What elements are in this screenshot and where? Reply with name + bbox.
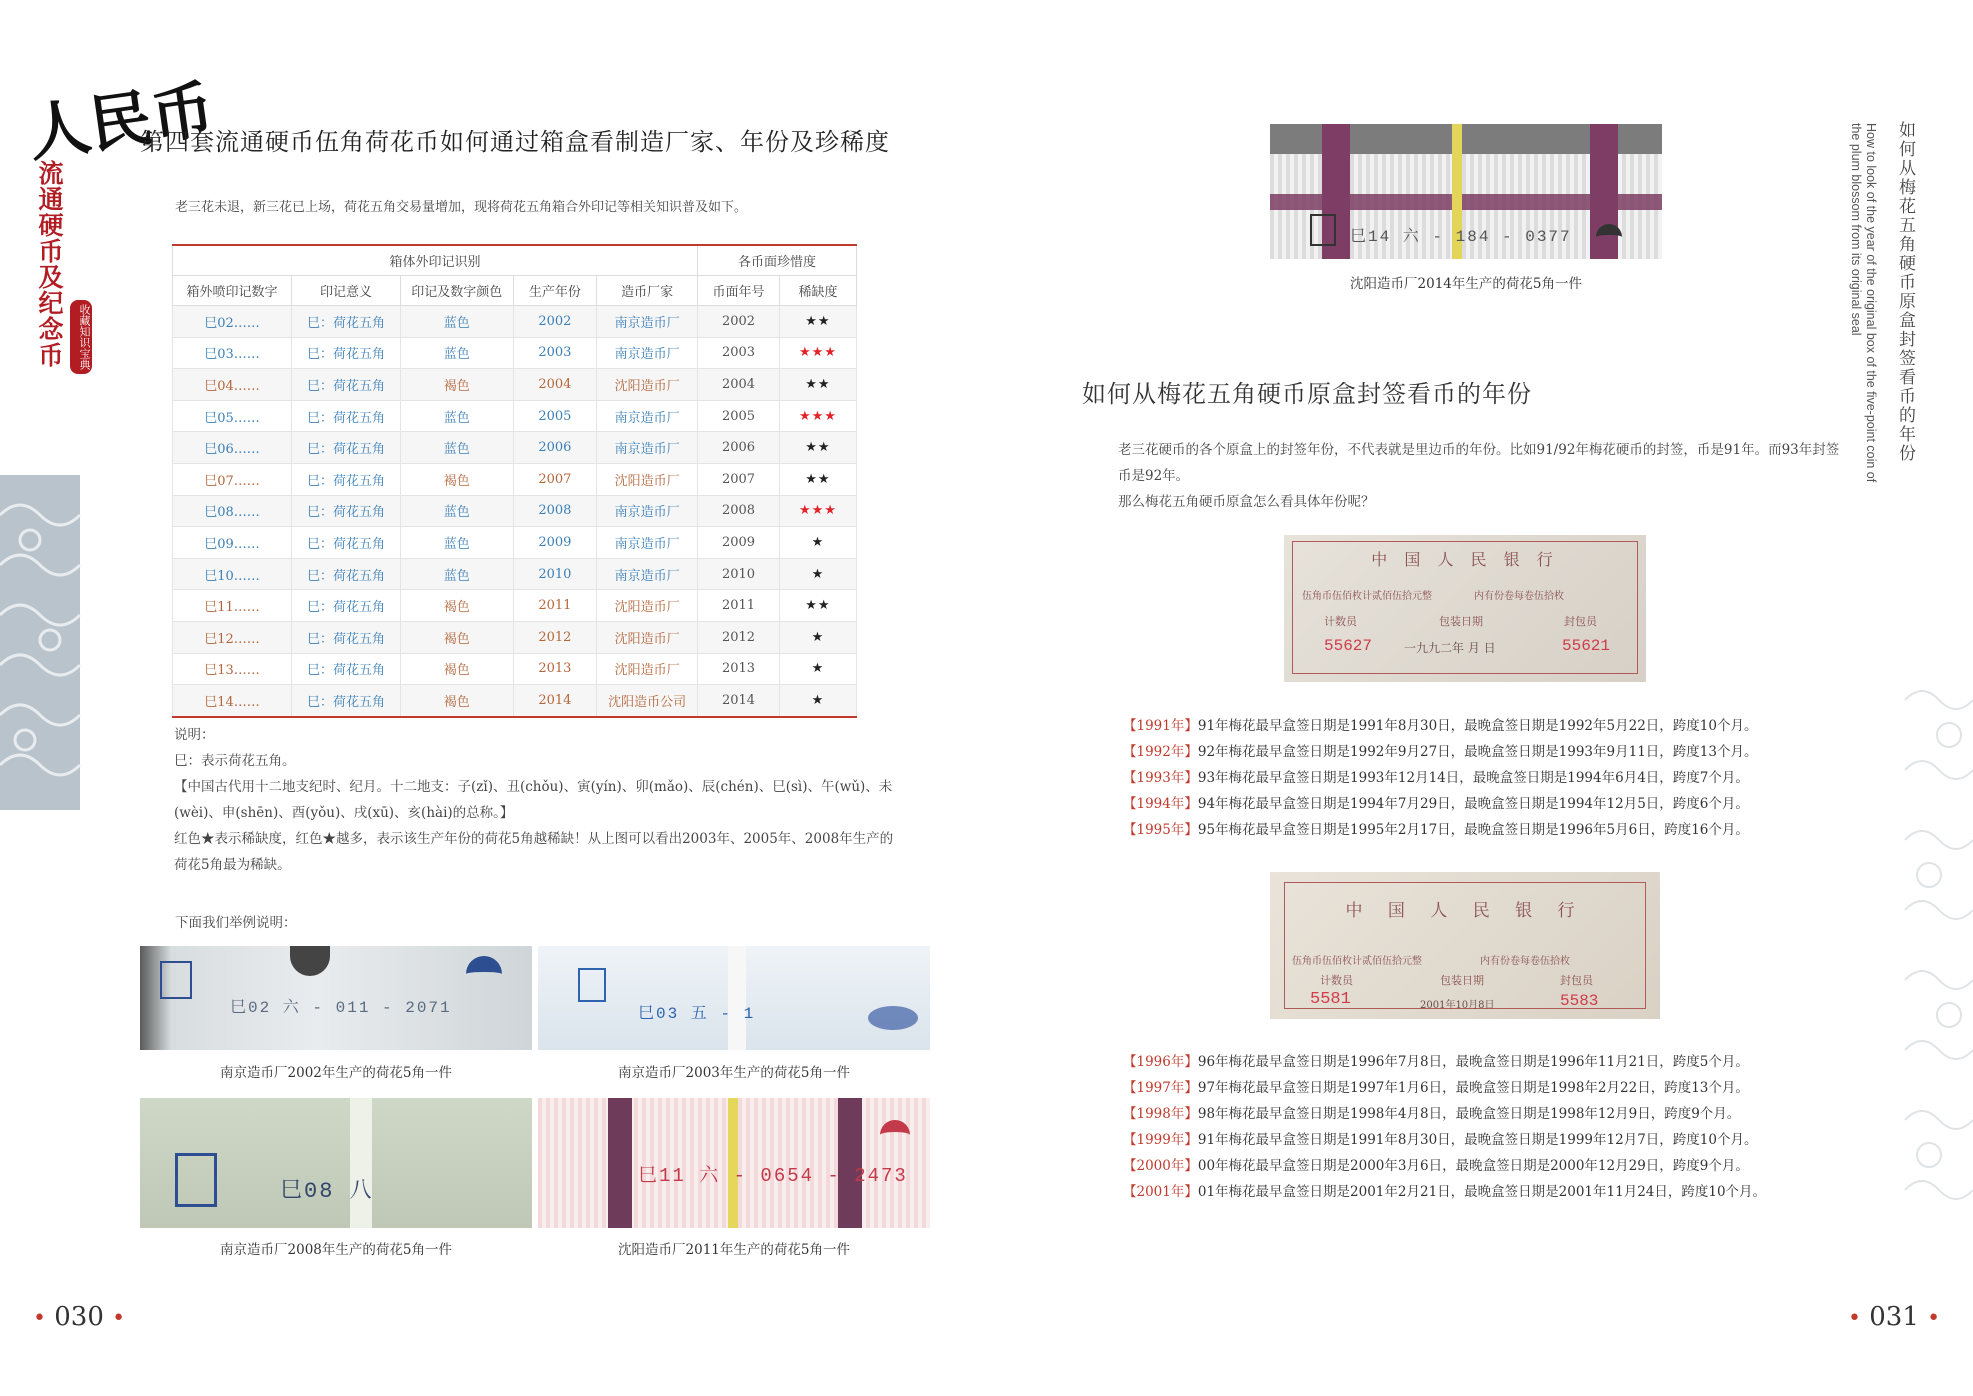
col-header-color: 印记及数字颜色 bbox=[401, 276, 514, 306]
year-tag: 【1994年】 bbox=[1123, 796, 1198, 812]
seal-row-text: 伍角币伍佰枚计贰佰伍拾元整 bbox=[1302, 591, 1432, 602]
seal-bank-name: 中 国 人 民 银 行 bbox=[1371, 550, 1559, 569]
seal-row-text: 内有份卷每卷伍拾枚 bbox=[1474, 591, 1564, 602]
cell-rarity: ★ bbox=[779, 558, 856, 590]
box-photo-2003 bbox=[538, 946, 930, 1050]
cell-mint: 沈阳造币厂 bbox=[597, 590, 698, 622]
year-entry bbox=[1123, 713, 1757, 739]
cell-color: 蓝色 bbox=[401, 337, 514, 369]
cell-code: 巳03…… bbox=[173, 337, 292, 369]
year-text: 91年梅花最早盒签日期是1991年8月30日，最晚盒签日期是1999年12月7日，跨度10个月。 bbox=[1197, 1132, 1758, 1148]
cell-meaning: 巳：荷花五角 bbox=[292, 400, 401, 432]
cell-code: 巳10…… bbox=[173, 558, 292, 590]
cell-color: 褐色 bbox=[401, 369, 514, 401]
table-row bbox=[173, 558, 857, 590]
cell-color: 褐色 bbox=[401, 653, 514, 685]
cell-year: 2004 bbox=[513, 369, 597, 401]
cell-coin-year: 2006 bbox=[698, 432, 780, 464]
year-tag: 【2000年】 bbox=[1123, 1158, 1198, 1174]
seal-label-photo-1992 bbox=[1284, 535, 1646, 682]
page-number-right: • 031 • bbox=[1848, 1302, 1941, 1332]
cell-meaning: 巳：荷花五角 bbox=[292, 558, 401, 590]
seal-head-counter: 计数员 bbox=[1320, 974, 1353, 987]
cell-mint: 沈阳造币厂 bbox=[597, 653, 698, 685]
box-mark-text: 巳08 八 bbox=[280, 1179, 374, 1204]
cell-coin-year: 2011 bbox=[698, 590, 780, 622]
brand-calligraphy: 人民币 bbox=[23, 72, 219, 171]
umbrella-icon bbox=[880, 1120, 910, 1156]
explanation-block bbox=[1082, 437, 1842, 515]
cell-color: 蓝色 bbox=[401, 432, 514, 464]
cell-coin-year: 2003 bbox=[698, 337, 780, 369]
page-number-left: • 030 • bbox=[33, 1302, 126, 1332]
cell-coin-year: 2007 bbox=[698, 463, 780, 495]
year-entry bbox=[1123, 817, 1757, 843]
box-photo-2014 bbox=[1270, 124, 1662, 259]
cell-color: 蓝色 bbox=[401, 558, 514, 590]
fragile-glass-icon bbox=[1310, 214, 1336, 246]
year-entry bbox=[1123, 739, 1757, 765]
cell-mint: 沈阳造币厂 bbox=[597, 463, 698, 495]
cell-code: 巳05…… bbox=[173, 400, 292, 432]
year-tag: 【1995年】 bbox=[1123, 822, 1198, 838]
page-number-text: 030 bbox=[54, 1302, 104, 1332]
year-list-1991-1995 bbox=[1123, 713, 1757, 843]
cell-color: 蓝色 bbox=[401, 306, 514, 338]
notes-line-1: 巳：表示荷花五角。 bbox=[174, 753, 296, 769]
year-entry bbox=[1123, 1101, 1766, 1127]
year-text: 01年梅花最早盒签日期是2001年2月21日，最晚盒签日期是2001年11月24日，跨度10个月。 bbox=[1197, 1184, 1767, 1200]
intro-text: 老三花未退，新三花已上场，荷花五角交易量增加，现将荷花五角箱合外印记等相关知识普及如下。 bbox=[175, 200, 748, 215]
year-entry bbox=[1123, 765, 1757, 791]
seal-date-stamp: 一九九二年 月 日 bbox=[1404, 641, 1496, 655]
seal-counter-stamp: 5581 bbox=[1310, 990, 1351, 1009]
box-photo-2008 bbox=[140, 1098, 532, 1228]
cell-coin-year: 2005 bbox=[698, 400, 780, 432]
table-row bbox=[173, 463, 857, 495]
table-row bbox=[173, 495, 857, 527]
section-title: 如何从梅花五角硬币原盒封签看币的年份 bbox=[1082, 380, 1532, 408]
year-tag: 【2001年】 bbox=[1123, 1184, 1198, 1200]
cell-rarity: ★ bbox=[779, 685, 856, 717]
cell-color: 褐色 bbox=[401, 590, 514, 622]
cell-mint: 沈阳造币公司 bbox=[597, 685, 698, 717]
cell-meaning: 巳：荷花五角 bbox=[292, 306, 401, 338]
cell-rarity: ★★ bbox=[779, 590, 856, 622]
cell-coin-year: 2004 bbox=[698, 369, 780, 401]
cell-year: 2014 bbox=[513, 685, 597, 717]
year-tag: 【1996年】 bbox=[1123, 1054, 1198, 1070]
cell-year: 2012 bbox=[513, 621, 597, 653]
cell-color: 蓝色 bbox=[401, 495, 514, 527]
cell-code: 巳11…… bbox=[173, 590, 292, 622]
col-header-coin-year: 币面年号 bbox=[698, 276, 780, 306]
photo-caption-2011: 沈阳造币厂2011年生产的荷花5角一件 bbox=[618, 1242, 850, 1258]
year-text: 93年梅花最早盒签日期是1993年12月14日，最晚盒签日期是1994年6月4日，跨度7个月。 bbox=[1197, 770, 1749, 786]
year-entry bbox=[1123, 1153, 1766, 1179]
table-row bbox=[173, 621, 857, 653]
seal-row-text: 伍角币伍佰枚计贰佰伍拾元整 bbox=[1292, 956, 1422, 967]
cell-year: 2010 bbox=[513, 558, 597, 590]
year-text: 00年梅花最早盒签日期是2000年3月6日，最晚盒签日期是2000年12月29日，跨度9个月。 bbox=[1197, 1158, 1749, 1174]
photo-caption-2014: 沈阳造币厂2014年生产的荷花5角一件 bbox=[1350, 276, 1582, 292]
cell-meaning: 巳：荷花五角 bbox=[292, 527, 401, 559]
cell-coin-year: 2010 bbox=[698, 558, 780, 590]
umbrella-icon bbox=[1596, 224, 1622, 257]
col-header-meaning: 印记意义 bbox=[292, 276, 401, 306]
fragile-glass-icon bbox=[578, 968, 606, 1002]
cell-coin-year: 2008 bbox=[698, 495, 780, 527]
brand-seal: 收藏知识宝典 bbox=[70, 300, 92, 374]
cell-code: 巳14…… bbox=[173, 685, 292, 717]
table-row bbox=[173, 337, 857, 369]
seal-head-packer: 封包员 bbox=[1560, 974, 1593, 987]
year-tag: 【1997年】 bbox=[1123, 1080, 1198, 1096]
year-tag: 【1992年】 bbox=[1123, 744, 1198, 760]
year-entry bbox=[1123, 791, 1757, 817]
brand-subtitle: 流通硬币及纪念币 bbox=[35, 160, 64, 368]
seal-head-packer: 封包员 bbox=[1564, 615, 1597, 628]
cell-mint: 南京造币厂 bbox=[597, 558, 698, 590]
seal-head-date: 包装日期 bbox=[1439, 615, 1483, 628]
box-photo-2002 bbox=[140, 946, 532, 1050]
cell-mint: 沈阳造币厂 bbox=[597, 369, 698, 401]
box-mark-text: 巳11 六 - 0654 - 2473 bbox=[638, 1165, 908, 1187]
cell-coin-year: 2002 bbox=[698, 306, 780, 338]
seal-counter-stamp: 55627 bbox=[1324, 637, 1373, 655]
cell-year: 2006 bbox=[513, 432, 597, 464]
cell-coin-year: 2012 bbox=[698, 621, 780, 653]
year-text: 97年梅花最早盒签日期是1997年1月6日，最晚盒签日期是1998年2月22日，跨度13个月。 bbox=[1197, 1080, 1749, 1096]
vertical-english-title: How to look of the year of the original box of the five-point coin of the plum blossom from its original seal bbox=[1849, 123, 1878, 483]
cell-color: 褐色 bbox=[401, 621, 514, 653]
box-mark-text: 巳03 五 - 1 bbox=[638, 1005, 756, 1023]
cell-mint: 南京造币厂 bbox=[597, 432, 698, 464]
cell-mint: 南京造币厂 bbox=[597, 306, 698, 338]
cell-code: 巳12…… bbox=[173, 621, 292, 653]
year-entry bbox=[1123, 1127, 1766, 1153]
cell-coin-year: 2014 bbox=[698, 685, 780, 717]
year-text: 98年梅花最早盒签日期是1998年4月8日，最晚盒签日期是1998年12月9日，跨度9个月。 bbox=[1197, 1106, 1741, 1122]
cell-color: 蓝色 bbox=[401, 527, 514, 559]
table-row bbox=[173, 590, 857, 622]
table-row bbox=[173, 306, 857, 338]
seal-packer-stamp: 55621 bbox=[1562, 637, 1611, 655]
notes-line-2: 【中国古代用十二地支纪时、纪月。十二地支：子(zǐ)、丑(chǒu)、寅(yín)、卯(mǎo)、辰(chén)、巳(sì)、午(wǔ)、未(wèi)、申(shēn)、酉(yǒu)、戌(xū)、亥(hài)的总称。】 bbox=[174, 779, 893, 821]
cell-year: 2002 bbox=[513, 306, 597, 338]
umbrella-icon bbox=[466, 956, 502, 1002]
col-header-mint: 造币厂家 bbox=[597, 276, 698, 306]
year-tag: 【1998年】 bbox=[1123, 1106, 1198, 1122]
cell-rarity: ★★ bbox=[779, 432, 856, 464]
seal-row-text: 内有份卷每卷伍拾枚 bbox=[1480, 956, 1570, 967]
seal-label-photo-2001 bbox=[1270, 872, 1660, 1019]
year-list-1996-2001 bbox=[1123, 1049, 1766, 1205]
cell-color: 褐色 bbox=[401, 463, 514, 495]
seal-packer-stamp: 5583 bbox=[1560, 992, 1599, 1010]
table-row bbox=[173, 432, 857, 464]
cell-year: 2005 bbox=[513, 400, 597, 432]
cell-year: 2007 bbox=[513, 463, 597, 495]
cell-mint: 南京造币厂 bbox=[597, 400, 698, 432]
cell-mint: 沈阳造币厂 bbox=[597, 621, 698, 653]
year-text: 92年梅花最早盒签日期是1992年9月27日，最晚盒签日期是1993年9月11日，跨度13个月。 bbox=[1197, 744, 1758, 760]
notes-line-3: 红色★表示稀缺度，红色★越多，表示该生产年份的荷花5角越稀缺！从上图可以看出2003年、2005年、2008年生产的荷花5角最为稀缺。 bbox=[174, 831, 894, 873]
cell-year: 2003 bbox=[513, 337, 597, 369]
col-header-year: 生产年份 bbox=[513, 276, 597, 306]
cell-color: 蓝色 bbox=[401, 400, 514, 432]
year-text: 95年梅花最早盒签日期是1995年2月17日，最晚盒签日期是1996年5月6日，跨度16个月。 bbox=[1197, 822, 1749, 838]
photo-caption-2003: 南京造币厂2003年生产的荷花5角一件 bbox=[618, 1065, 850, 1081]
cell-code: 巳07…… bbox=[173, 463, 292, 495]
year-text: 96年梅花最早盒签日期是1996年7月8日，最晚盒签日期是1996年11月21日，跨度5个月。 bbox=[1197, 1054, 1749, 1070]
cell-rarity: ★ bbox=[779, 527, 856, 559]
seal-head-counter: 计数员 bbox=[1324, 615, 1357, 628]
table-row bbox=[173, 400, 857, 432]
cell-rarity: ★★★ bbox=[779, 337, 856, 369]
cell-meaning: 巳：荷花五角 bbox=[292, 432, 401, 464]
year-tag: 【1991年】 bbox=[1123, 718, 1198, 734]
cell-meaning: 巳：荷花五角 bbox=[292, 337, 401, 369]
box-photo-2011 bbox=[538, 1098, 930, 1228]
cell-rarity: ★ bbox=[779, 621, 856, 653]
seal-date-stamp: 2001年10月8日 bbox=[1420, 1000, 1495, 1011]
cell-coin-year: 2013 bbox=[698, 653, 780, 685]
box-mark-table bbox=[172, 244, 857, 718]
group-header-box-marks: 箱体外印记识别 bbox=[173, 245, 698, 276]
cell-code: 巳08…… bbox=[173, 495, 292, 527]
cell-rarity: ★ bbox=[779, 653, 856, 685]
cell-rarity: ★★★ bbox=[779, 400, 856, 432]
right-wave-decoration bbox=[1905, 660, 1973, 1280]
seal-head-date: 包装日期 bbox=[1440, 974, 1484, 987]
explanation-para-2: 那么梅花五角硬币原盒怎么看具体年份呢？ bbox=[1118, 494, 1375, 510]
notes-block bbox=[140, 722, 900, 878]
cell-mint: 南京造币厂 bbox=[597, 495, 698, 527]
year-entry bbox=[1123, 1075, 1766, 1101]
cell-rarity: ★★★ bbox=[779, 495, 856, 527]
year-text: 94年梅花最早盒签日期是1994年7月29日，最晚盒签日期是1994年12月5日，跨度6个月。 bbox=[1197, 796, 1749, 812]
cell-year: 2013 bbox=[513, 653, 597, 685]
cell-mint: 南京造币厂 bbox=[597, 337, 698, 369]
cell-code: 巳09…… bbox=[173, 527, 292, 559]
year-entry bbox=[1123, 1179, 1766, 1205]
box-mark-text: 巳02 六 - 011 - 2071 bbox=[230, 999, 452, 1017]
notes-heading: 说明： bbox=[174, 727, 215, 743]
cell-code: 巳06…… bbox=[173, 432, 292, 464]
cell-coin-year: 2009 bbox=[698, 527, 780, 559]
col-header-code: 箱外喷印记数字 bbox=[173, 276, 292, 306]
cell-rarity: ★★ bbox=[779, 463, 856, 495]
table-row bbox=[173, 653, 857, 685]
fragile-glass-icon bbox=[175, 1153, 217, 1207]
cell-rarity: ★★ bbox=[779, 369, 856, 401]
example-label: 下面我们举例说明： bbox=[175, 915, 297, 931]
cell-code: 巳02…… bbox=[173, 306, 292, 338]
box-mark-text: 巳14 六 - 184 - 0377 bbox=[1350, 228, 1572, 246]
vertical-chinese-title: 如何从梅花五角硬币原盒封签看币的年份 bbox=[1895, 121, 1915, 463]
col-header-rarity: 稀缺度 bbox=[779, 276, 856, 306]
cell-code: 巳13…… bbox=[173, 653, 292, 685]
cell-meaning: 巳：荷花五角 bbox=[292, 369, 401, 401]
left-wave-decoration bbox=[0, 475, 80, 810]
cell-meaning: 巳：荷花五角 bbox=[292, 590, 401, 622]
year-entry bbox=[1123, 1049, 1766, 1075]
explanation-para-1: 老三花硬币的各个原盒上的封签年份，不代表就是里边币的年份。比如91/92年梅花硬币的封签，币是91年。而93年封签币是92年。 bbox=[1118, 442, 1840, 484]
year-tag: 【1999年】 bbox=[1123, 1132, 1198, 1148]
photo-caption-2002: 南京造币厂2002年生产的荷花5角一件 bbox=[220, 1065, 452, 1081]
cell-year: 2008 bbox=[513, 495, 597, 527]
group-header-rarity: 各币面珍惜度 bbox=[698, 245, 857, 276]
cell-meaning: 巳：荷花五角 bbox=[292, 653, 401, 685]
cell-rarity: ★★ bbox=[779, 306, 856, 338]
photo-caption-2008: 南京造币厂2008年生产的荷花5角一件 bbox=[220, 1242, 452, 1258]
cell-year: 2011 bbox=[513, 590, 597, 622]
cell-meaning: 巳：荷花五角 bbox=[292, 495, 401, 527]
table-row bbox=[173, 527, 857, 559]
cell-meaning: 巳：荷花五角 bbox=[292, 463, 401, 495]
cell-meaning: 巳：荷花五角 bbox=[292, 685, 401, 717]
fragile-glass-icon bbox=[160, 961, 192, 999]
cell-year: 2009 bbox=[513, 527, 597, 559]
table-row bbox=[173, 369, 857, 401]
page-number-text: 031 bbox=[1869, 1302, 1919, 1332]
cell-meaning: 巳：荷花五角 bbox=[292, 621, 401, 653]
table-row bbox=[173, 685, 857, 717]
year-tag: 【1993年】 bbox=[1123, 770, 1198, 786]
cell-color: 褐色 bbox=[401, 685, 514, 717]
cell-code: 巳04…… bbox=[173, 369, 292, 401]
cell-mint: 南京造币厂 bbox=[597, 527, 698, 559]
page-title: 第四套流通硬币伍角荷花币如何通过箱盒看制造厂家、年份及珍稀度 bbox=[140, 128, 890, 156]
seal-bank-name: 中 国 人 民 银 行 bbox=[1345, 901, 1585, 921]
year-text: 91年梅花最早盒签日期是1991年8月30日，最晚盒签日期是1992年5月22日，跨度10个月。 bbox=[1197, 718, 1758, 734]
